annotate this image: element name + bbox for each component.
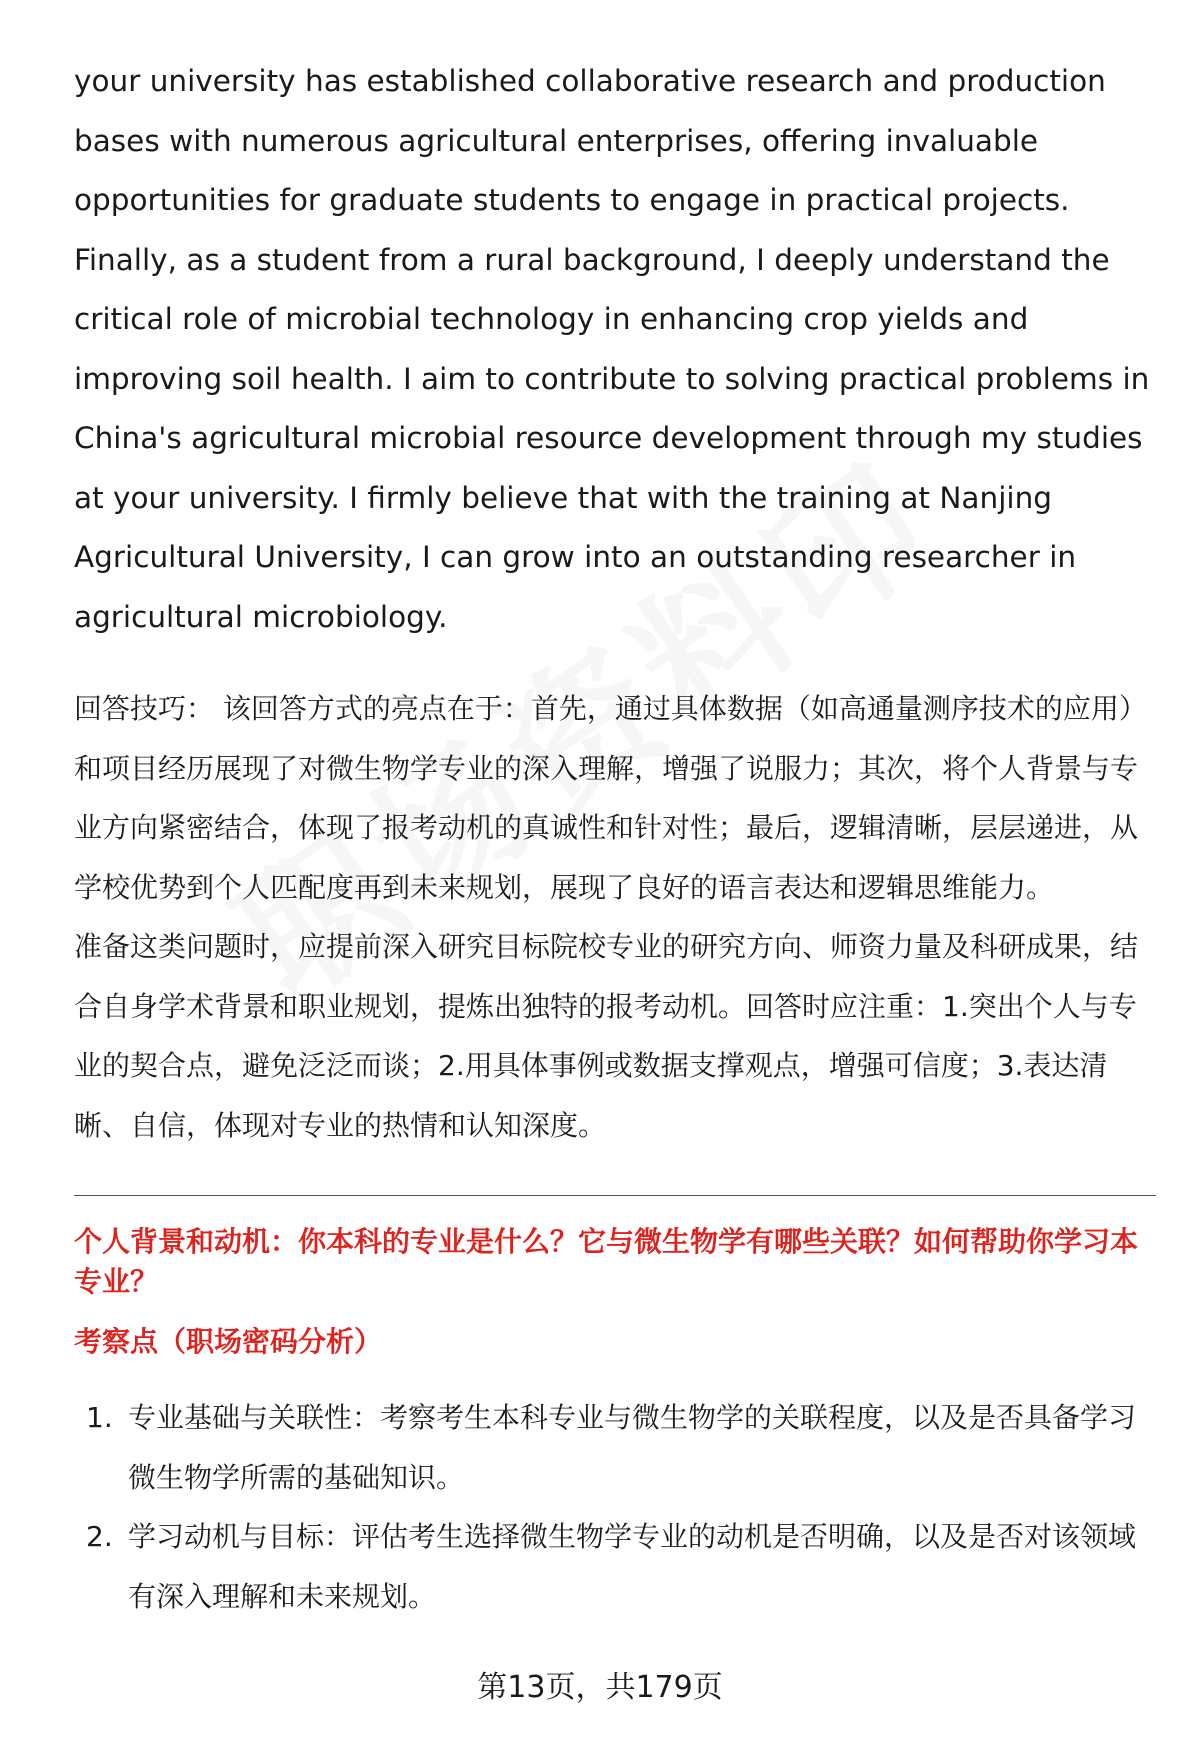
list-item-text: 专业基础与关联性：考察考生本科专业与微生物学的关联程度，以及是否具备学习微生物学所需的基础知识。 xyxy=(128,1401,1137,1494)
section-divider xyxy=(74,1195,1156,1196)
assessment-points-list xyxy=(74,1388,1156,1626)
assessment-points-heading: 考察点（职场密码分析） xyxy=(74,1325,383,1358)
list-item-number: 2. xyxy=(86,1520,113,1553)
answer-tips-paragraph: 回答技巧： 该回答方式的亮点在于：首先，通过具体数据（如高通量测序技术的应用）和项目经历展现了对微生物学专业的深入理解，增强了说服力；其次，将个人背景与专业方向紧密结合，体现了报考动机的真诚性和针对性；最后，逻辑清晰，层层递进，从学校优势到个人匹配度再到未来规划，展现了良好的语言表达和逻辑思维能力。 xyxy=(74,692,1147,904)
english-answer-paragraph: your university has established collaborative research and production bases with numerous agricultural enterprises, offering invaluable opportunities for graduate students to engage in practical projects. Finally, as a student from a rural background, I deeply understand the critical role of microbial technology in enhancing crop yields and improving soil health. I aim to contribute to solving practical problems in China's agricultural microbial resource development through my studies at your university. I firmly believe that with the training at Nanjing Agricultural University, I can grow into an outstanding researcher in agricultural microbiology. xyxy=(74,64,1150,634)
question-heading: 个人背景和动机：你本科的专业是什么？它与微生物学有哪些关联？如何帮助你学习本专业？ xyxy=(74,1225,1139,1298)
preparation-paragraph: 准备这类问题时，应提前深入研究目标院校专业的研究方向、师资力量及科研成果，结合自身学术背景和职业规划，提炼出独特的报考动机。回答时应注重：1.突出个人与专业的契合点，避免泛泛而谈；2.用具体事例或数据支撑观点，增强可信度；3.表达清晰、自信，体现对专业的热情和认知深度。 xyxy=(74,930,1139,1142)
list-item xyxy=(74,1388,1156,1507)
page-content xyxy=(74,52,1156,1626)
list-item-number: 1. xyxy=(86,1401,113,1434)
list-item-text: 学习动机与目标：评估考生选择微生物学专业的动机是否明确，以及是否对该领域有深入理解和未来规划。 xyxy=(128,1520,1137,1613)
page-number-footer: 第13页，共179页 xyxy=(477,1670,723,1705)
list-item xyxy=(74,1507,1156,1626)
